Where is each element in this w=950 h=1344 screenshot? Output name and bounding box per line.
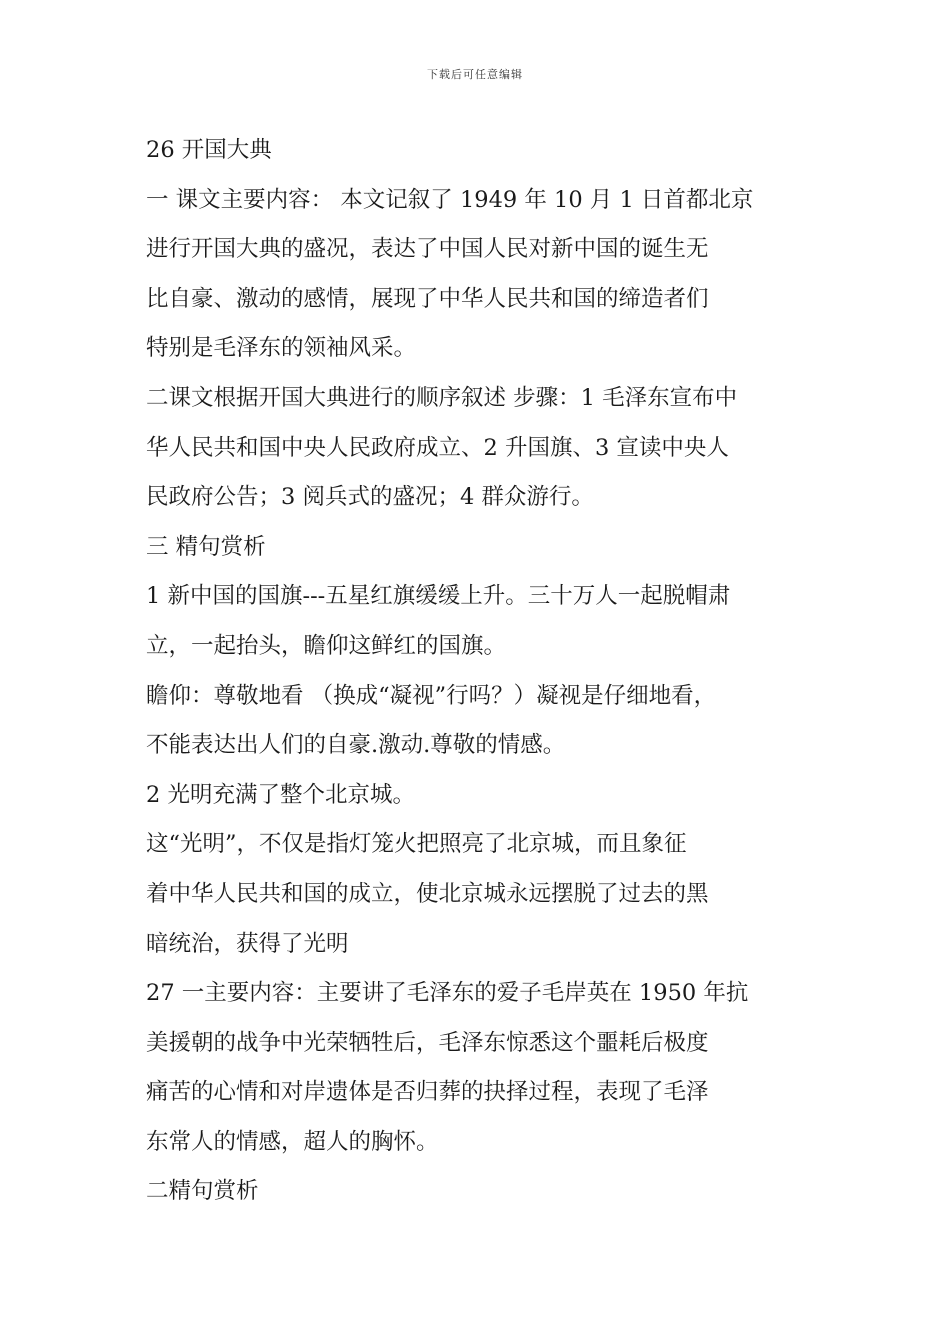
text-line: 2 光明充满了整个北京城。 bbox=[146, 781, 415, 808]
text-line: 这“光明”，不仅是指灯笼火把照亮了北京城，而且象征 bbox=[146, 831, 687, 858]
text-line: 1 新中国的国旗---五星红旗缓缓上升。三十万人一起脱帽肃 bbox=[146, 583, 731, 610]
text-line: 立，一起抬头，瞻仰这鲜红的国旗。 bbox=[146, 632, 507, 659]
lesson-27-main-content: 27 一主要内容：主要讲了毛泽东的爱子毛岸英在 1950 年抗 bbox=[146, 980, 749, 1007]
lesson-26-title: 26 开国大典 bbox=[146, 137, 272, 163]
text-line: 着中华人民共和国的成立，使北京城永远摆脱了过去的黑 bbox=[146, 880, 709, 907]
section-main-content: 一 课文主要内容： 本文记叙了 1949 年 10 月 1 日首都北京 bbox=[146, 186, 754, 213]
section-sentence-analysis-2: 二精句赏析 bbox=[146, 1178, 259, 1205]
section-sequence: 二课文根据开国大典进行的顺序叙述 步骤：1 毛泽东宣布中 bbox=[146, 384, 738, 411]
text-line: 东常人的情感，超人的胸怀。 bbox=[146, 1128, 439, 1155]
text-line: 瞻仰：尊敬地看 （换成“凝视”行吗？）凝视是仔细地看， bbox=[146, 682, 717, 709]
text-line: 美援朝的战争中光荣牺牲后，毛泽东惊悉这个噩耗后极度 bbox=[146, 1029, 709, 1056]
text-line: 特别是毛泽东的领袖风采。 bbox=[146, 335, 417, 362]
document-body bbox=[146, 126, 836, 1217]
section-sentence-analysis: 三 精句赏析 bbox=[146, 533, 266, 560]
text-line: 痛苦的心情和对岸遗体是否归葬的抉择过程，表现了毛泽 bbox=[146, 1079, 709, 1106]
text-line: 不能表达出人们的自豪.激动.尊敬的情感。 bbox=[146, 732, 566, 759]
text-line: 进行开国大典的盛况，表达了中国人民对新中国的诞生无 bbox=[146, 236, 709, 263]
text-line: 比自豪、激动的感情，展现了中华人民共和国的缔造者们 bbox=[146, 285, 709, 312]
text-line: 华人民共和国中央人民政府成立、2 升国旗、3 宣读中央人 bbox=[146, 434, 729, 461]
text-line: 民政府公告；3 阅兵式的盛况；4 群众游行。 bbox=[146, 484, 594, 511]
page-header: 下载后可任意编辑 bbox=[427, 68, 523, 81]
text-line: 暗统治，获得了光明 bbox=[146, 930, 349, 957]
